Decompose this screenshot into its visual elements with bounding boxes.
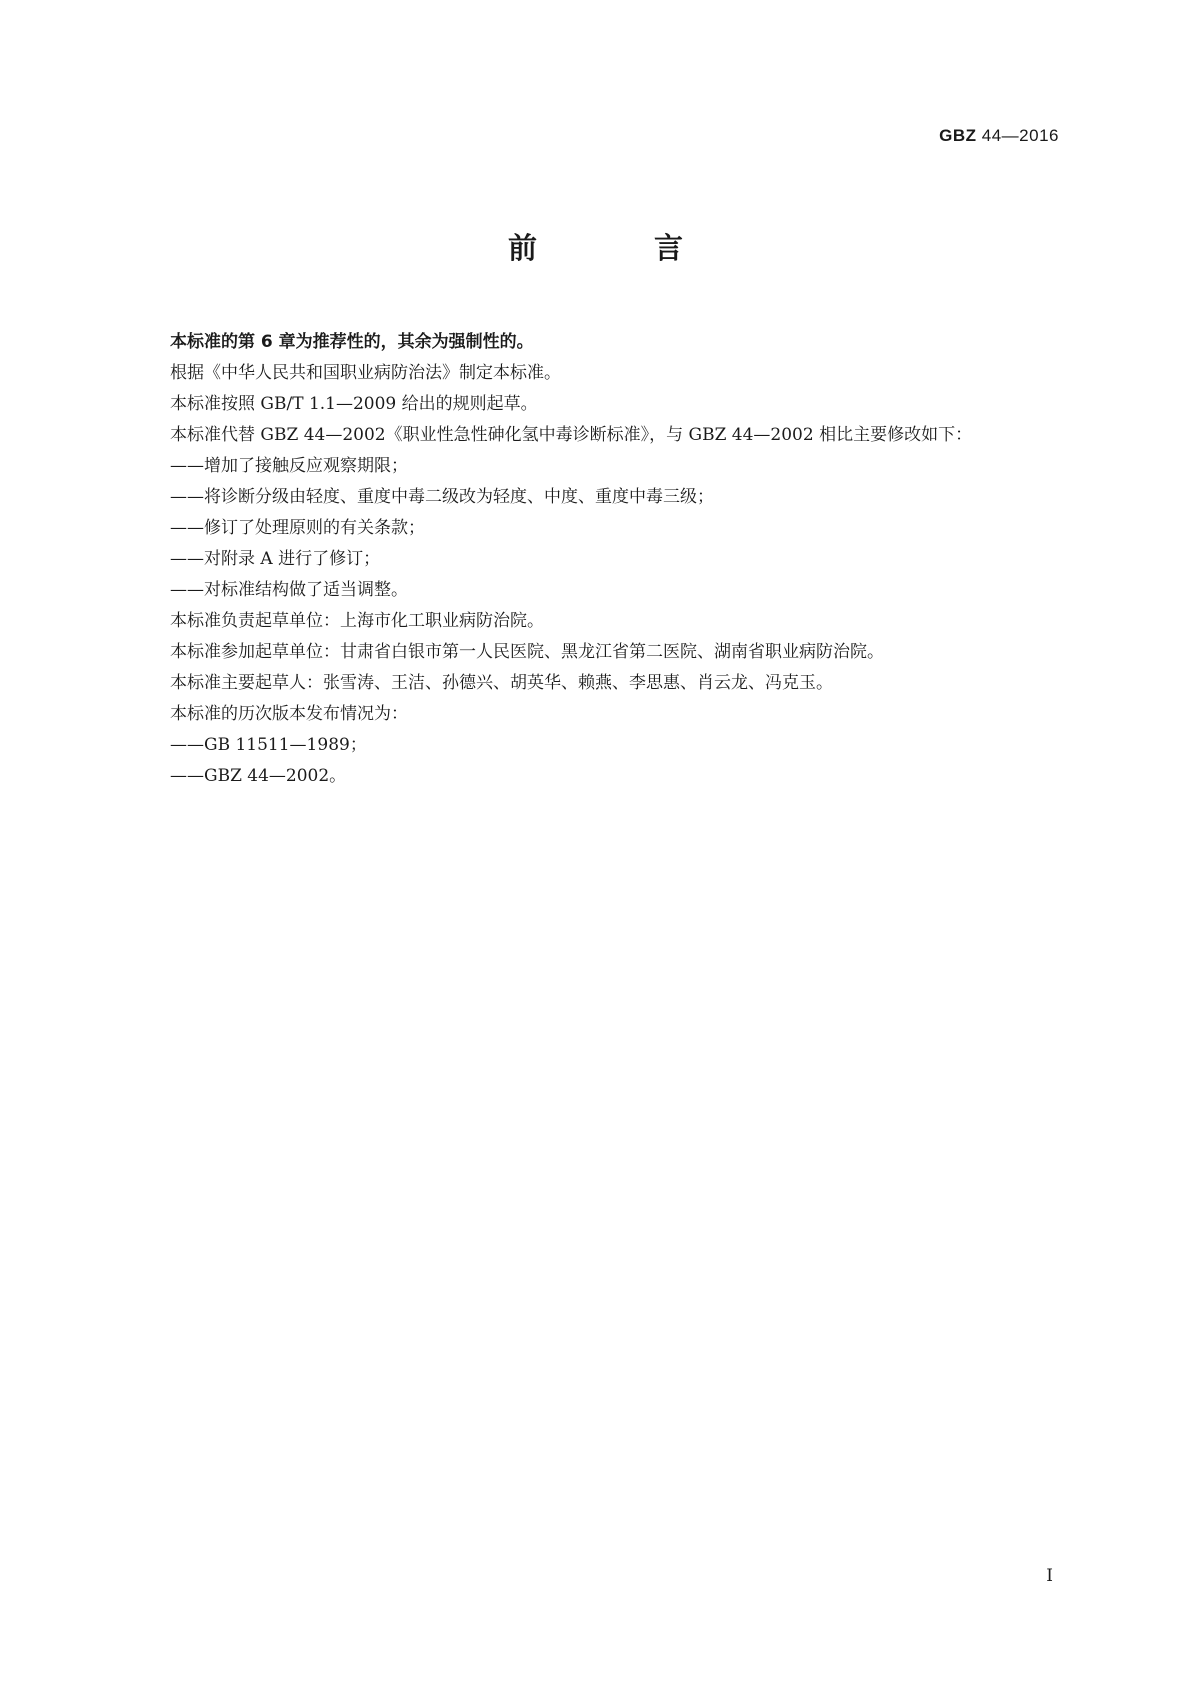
- paragraph-legal-basis: 根据《中华人民共和国职业病防治法》制定本标准。: [170, 363, 561, 383]
- change-item: ——对附录 A 进行了修订；: [170, 549, 381, 569]
- change-item: ——对标准结构做了适当调整。: [170, 580, 408, 600]
- change-item: ——将诊断分级由轻度、重度中毒二级改为轻度、中度、重度中毒三级；: [170, 487, 714, 507]
- standard-number: 44—2016: [981, 126, 1059, 145]
- history-item: ——GBZ 44—2002。: [170, 766, 347, 786]
- standard-code-header: [939, 126, 1059, 146]
- paragraph-main-drafters: 本标准主要起草人：张雪涛、王洁、孙德兴、胡英华、赖燕、李思惠、肖云龙、冯克玉。: [170, 673, 833, 693]
- paragraph-participating-units: 本标准参加起草单位：甘肃省白银市第一人民医院、黑龙江省第二医院、湖南省职业病防治院。: [170, 642, 884, 662]
- history-item: ——GB 11511—1989；: [170, 735, 367, 755]
- paragraph-normative-statement: 本标准的第 6 章为推荐性的，其余为强制性的。: [170, 332, 534, 352]
- change-item: ——修订了处理原则的有关条款；: [170, 518, 425, 538]
- foreword-body: [134, 327, 1066, 792]
- paragraph-responsible-unit: 本标准负责起草单位：上海市化工职业病防治院。: [170, 611, 544, 631]
- paragraph-version-history: 本标准的历次版本发布情况为：: [170, 704, 408, 724]
- page-title: 前 言: [507, 231, 727, 265]
- standard-prefix: GBZ: [939, 126, 977, 145]
- change-item: ——增加了接触反应观察期限；: [170, 456, 408, 476]
- page-number: I: [1046, 1566, 1053, 1586]
- paragraph-replacement: 本标准代替 GBZ 44—2002《职业性急性砷化氢中毒诊断标准》，与 GBZ 44—2002 相比主要修改如下：: [170, 425, 973, 445]
- paragraph-drafting-rules: 本标准按照 GB/T 1.1—2009 给出的规则起草。: [170, 394, 538, 414]
